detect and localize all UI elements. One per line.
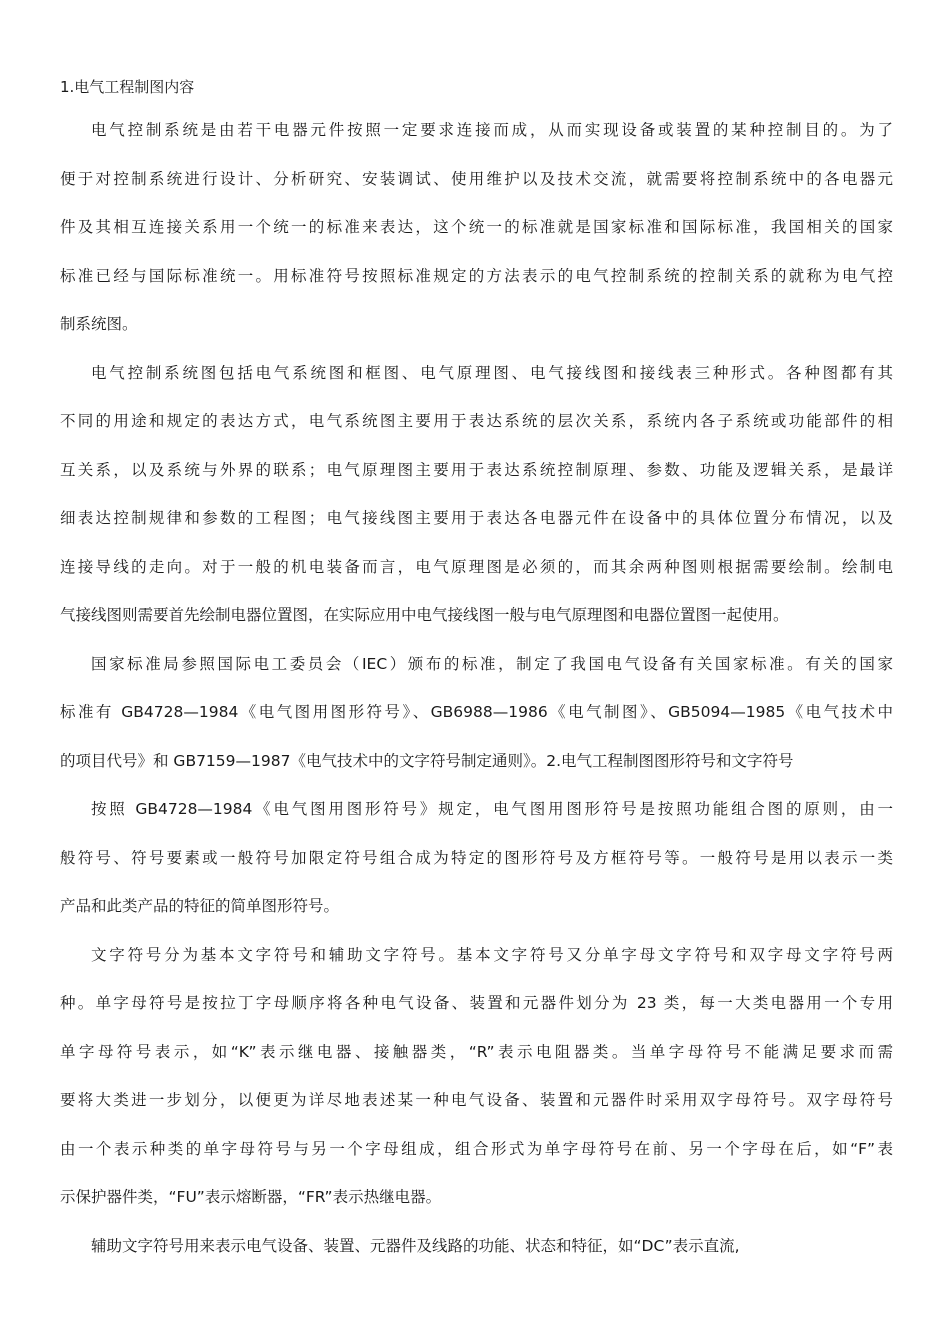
paragraph	[60, 931, 893, 1222]
text-line: 单字母符号表示，如“K”表示继电器、接触器类，“R”表示电阻器类。当单字母符号不能满足要求而需	[60, 1042, 893, 1061]
text-line: 文字符号分为基本文字符号和辅助文字符号。基本文字符号又分单字母文字符号和双字母文字符号两	[91, 945, 893, 964]
text-line: 细表达控制规律和参数的工程图；电气接线图主要用于表达各电器元件在设备中的具体位置分布情况，以及	[60, 509, 893, 527]
text-line: 气接线图则需要首先绘制电器位置图，在实际应用中电气接线图一般与电气原理图和电器位置图一起使用。	[60, 606, 789, 624]
text-line: 辅助文字符号用来表示电气设备、装置、元器件及线路的功能、状态和特征，如“DC”表示直流,	[91, 1236, 740, 1255]
text-line: 示保护器件类，“FU”表示熔断器，“FR”表示热继电器。	[60, 1188, 442, 1206]
text-line: 标准已经与国际标准统一。用标准符号按照标准规定的方法表示的电气控制系统的控制关系的就称为电气控	[60, 266, 893, 285]
text-line: 产品和此类产品的特征的简单图形符号。	[60, 897, 340, 915]
document-page	[60, 74, 893, 1270]
text-line: 制系统图。	[60, 315, 138, 333]
text-line: 标准有 GB4728—1984《电气图用图形符号》、GB6988—1986《电气制图》、GB5094—1985《电气技术中	[60, 703, 893, 721]
text-line: 由一个表示种类的单字母符号与另一个字母组成，组合形式为单字母符号在前、另一个字母在后，如“F”表	[60, 1139, 893, 1158]
text-line: 电气控制系统是由若干电器元件按照一定要求连接而成，从而实现设备或装置的某种控制目的。为了	[91, 121, 893, 139]
paragraph	[60, 106, 893, 349]
text-line: 便于对控制系统进行设计、分析研究、安装调试、使用维护以及技术交流，就需要将控制系统中的各电器元	[60, 169, 893, 188]
text-line: 件及其相互连接关系用一个统一的标准来表达，这个统一的标准就是国家标准和国际标准，我国相关的国家	[60, 218, 893, 236]
text-line: 按照 GB4728—1984《电气图用图形符号》规定，电气图用图形符号是按照功能组合图的原则，由一	[91, 800, 893, 818]
text-line: 互关系，以及系统与外界的联系；电气原理图主要用于表达系统控制原理、参数、功能及逻辑关系，是最详	[60, 460, 893, 479]
text-line: 般符号、符号要素或一般符号加限定符号组合成为特定的图形符号及方框符号等。一般符号是用以表示一类	[60, 848, 893, 867]
text-line: 的项目代号》和 GB7159—1987《电气技术中的文字符号制定通则》。2.电气工程制图图形符号和文字符号	[60, 751, 794, 770]
text-line: 种。单字母符号是按拉丁字母顺序将各种电气设备、装置和元器件划分为 23 类，每一大类电器用一个专用	[60, 994, 893, 1012]
paragraph	[60, 640, 893, 786]
text-line: 要将大类进一步划分，以便更为详尽地表述某一种电气设备、装置和元器件时采用双字母符号。双字母符号	[60, 1091, 893, 1109]
text-line: 国家标准局参照国际电工委员会（IEC）颁布的标准，制定了我国电气设备有关国家标准。有关的国家	[91, 654, 893, 673]
text-line: 不同的用途和规定的表达方式，电气系统图主要用于表达系统的层次关系，系统内各子系统或功能部件的相	[60, 412, 893, 430]
paragraph	[60, 349, 893, 640]
document-body	[60, 106, 893, 1270]
text-line: 电气控制系统图包括电气系统图和框图、电气原理图、电气接线图和接线表三种形式。各种图都有其	[91, 363, 893, 382]
section-heading: 1.电气工程制图内容	[60, 78, 195, 96]
paragraph	[60, 785, 893, 931]
paragraph	[60, 1222, 893, 1271]
text-line: 连接导线的走向。对于一般的机电装备而言，电气原理图是必须的，而其余两种图则根据需要绘制。绘制电	[60, 557, 893, 576]
